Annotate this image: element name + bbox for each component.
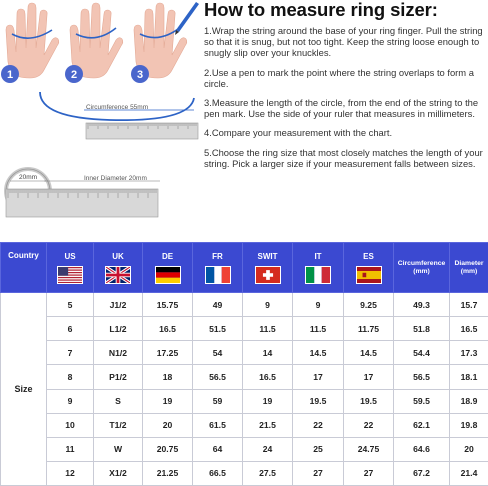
size-table-body [1,293,488,486]
table-row [1,341,488,365]
table-row [1,317,488,341]
table-cell: 19 [243,389,293,413]
table-cell: 17 [344,365,394,389]
table-cell: 12 [47,461,94,485]
table-cell: 19.8 [450,413,488,437]
step-badge-3 [131,65,149,83]
svg-text:2: 2 [70,69,78,81]
table-cell: 18.9 [450,389,488,413]
svg-text:3: 3 [136,69,144,81]
de-flag-icon [155,266,181,284]
table-cell: W [94,437,143,461]
table-cell: 10 [47,413,94,437]
step-badge-2 [65,65,83,83]
column-header-circumference: Circumference (mm) [394,243,450,293]
table-cell: 6 [47,317,94,341]
step-4-text: 4.Compare your measurement with the chart. [204,127,393,139]
ruler-1 [86,123,198,139]
table-cell: S [94,389,143,413]
it-flag-icon [305,266,331,284]
table-cell: X1/2 [94,461,143,485]
pen-icon [175,2,199,35]
column-header-swit: SWIT [243,243,293,293]
table-cell: 11.75 [344,317,394,341]
table-row [1,437,488,461]
table-cell: 20 [450,437,488,461]
table-cell: 49 [193,293,243,317]
table-cell: 11.5 [293,317,344,341]
table-cell: 7 [47,341,94,365]
table-cell: 17 [293,365,344,389]
table-cell: P1/2 [94,365,143,389]
table-cell: 64.6 [394,437,450,461]
table-cell: 56.5 [394,365,450,389]
table-cell: 22 [293,413,344,437]
step-5-text: 5.Choose the ring size that most closely matches the length of your string. Pick a larger size if your measurement falls between sizes. [204,146,483,169]
table-cell: 49.3 [394,293,450,317]
table-cell: 19 [143,389,193,413]
step-3-text: 3.Measure the length of the circle, from the end of the string to the pen mark. Use the side of your ruler that measures in millimeters. [204,97,479,120]
country-header: Country [1,243,47,293]
table-cell: 18 [143,365,193,389]
table-row [1,293,488,317]
table-cell: 16.5 [450,317,488,341]
table-cell: 9 [243,293,293,317]
column-header-it: IT [293,243,344,293]
table-row [1,365,488,389]
table-cell: 64 [193,437,243,461]
table-row [1,461,488,485]
measuring-illustration [0,0,200,235]
svg-text:1: 1 [6,69,14,81]
table-cell: 9 [47,389,94,413]
table-cell: 51.8 [394,317,450,341]
circumference-label: Circumference 55mm [86,104,149,111]
instructions-panel [204,0,486,169]
table-cell: 9 [293,293,344,317]
page-title: How to measure ring sizer: [204,0,438,20]
ring-label: 20mm [18,174,38,181]
table-cell: 11 [47,437,94,461]
table-cell: L1/2 [94,317,143,341]
table-cell: 20.75 [143,437,193,461]
ch-flag-icon [255,266,281,284]
table-cell: 27.5 [243,461,293,485]
table-cell: 24.75 [344,437,394,461]
column-header-es: ES [344,243,394,293]
table-cell: 21.4 [450,461,488,485]
table-cell: 61.5 [193,413,243,437]
table-cell: 15.7 [450,293,488,317]
table-cell: 21.5 [243,413,293,437]
uk-flag-icon [105,266,131,284]
table-cell: J1/2 [94,293,143,317]
table-cell: 15.75 [143,293,193,317]
table-cell: 14 [243,341,293,365]
table-cell: 17.25 [143,341,193,365]
table-cell: N1/2 [94,341,143,365]
table-cell: 21.25 [143,461,193,485]
step-badge-1 [1,65,19,83]
table-cell: 11.5 [243,317,293,341]
column-header-fr: FR [193,243,243,293]
table-cell: 59.5 [394,389,450,413]
column-header-us: US [47,243,94,293]
table-cell: 27 [293,461,344,485]
column-header-de: DE [143,243,193,293]
table-cell: 14.5 [344,341,394,365]
table-cell: 8 [47,365,94,389]
table-cell: 19.5 [344,389,394,413]
ruler-2 [6,189,158,217]
size-row-label: Size [1,293,47,486]
table-cell: 27 [344,461,394,485]
table-cell: T1/2 [94,413,143,437]
table-cell: 5 [47,293,94,317]
step-1-text: 1.Wrap the string around the base of your ring finger. Pull the string so that it is snug, but not too tight. Keep the string loose enough to snugly slip over your knuckles. [204,25,483,59]
table-row [1,389,488,413]
column-header-uk: UK [94,243,143,293]
table-cell: 54 [193,341,243,365]
table-cell: 67.2 [394,461,450,485]
table-cell: 18.1 [450,365,488,389]
table-cell: 20 [143,413,193,437]
column-header-diameter: Diameter (mm) [450,243,488,293]
table-cell: 19.5 [293,389,344,413]
table-cell: 16.5 [143,317,193,341]
table-cell: 66.5 [193,461,243,485]
table-cell: 56.5 [193,365,243,389]
inner-diameter-label: Inner Diameter 20mm [84,175,147,182]
table-cell: 51.5 [193,317,243,341]
es-flag-icon [356,266,382,284]
table-cell: 22 [344,413,394,437]
table-cell: 54.4 [394,341,450,365]
table-cell: 24 [243,437,293,461]
table-cell: 62.1 [394,413,450,437]
step-2-text: 2.Use a pen to mark the point where the string overlaps to form a circle. [204,66,474,89]
ring-size-chart [0,242,488,486]
table-cell: 59 [193,389,243,413]
table-cell: 17.3 [450,341,488,365]
table-cell: 16.5 [243,365,293,389]
fr-flag-icon [205,266,231,284]
table-cell: 14.5 [293,341,344,365]
table-row [1,413,488,437]
table-cell: 9.25 [344,293,394,317]
table-cell: 25 [293,437,344,461]
us-flag-icon [57,266,83,284]
